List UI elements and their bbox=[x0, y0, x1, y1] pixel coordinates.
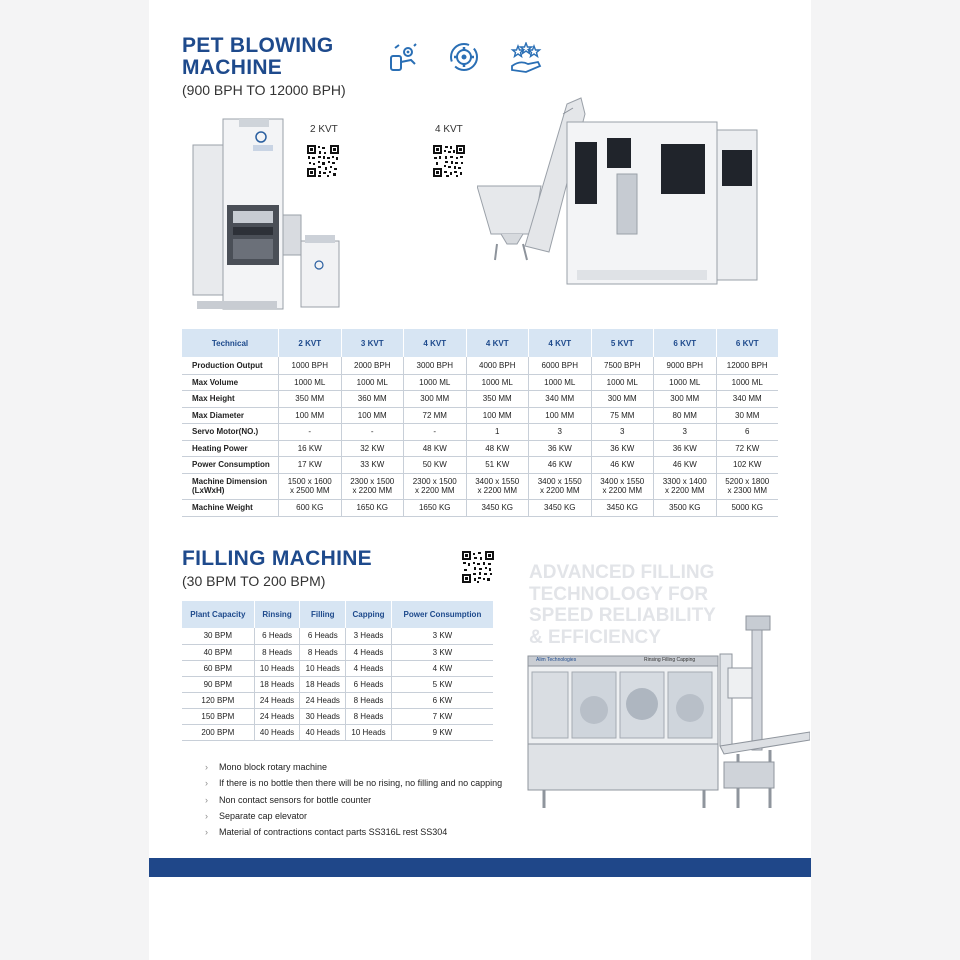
qr-code-4kvt-icon[interactable] bbox=[432, 144, 466, 178]
pet-table-cell: 5000 KG bbox=[716, 499, 778, 516]
chevron-right-icon: › bbox=[205, 810, 208, 821]
pet-table-cell: 36 KW bbox=[654, 440, 717, 456]
filling-table-cell: 3 Heads bbox=[346, 628, 392, 644]
filling-table-cell: 40 BPM bbox=[182, 644, 254, 660]
pet-table-cell: 1000 BPH bbox=[279, 357, 342, 374]
pet-table-cell: 3000 BPH bbox=[404, 357, 467, 374]
filling-table-cell: 30 Heads bbox=[300, 708, 346, 724]
pet-table-cell: 3 bbox=[591, 423, 654, 440]
pet-table-cell: 1650 KG bbox=[404, 499, 467, 516]
stars-hand-icon bbox=[510, 42, 542, 74]
machine-brand: Alim Technologies bbox=[536, 657, 577, 663]
pet-row-label: Machine Weight bbox=[182, 499, 279, 516]
pet-row-label: Max Volume bbox=[182, 374, 279, 390]
pet-row-label: Max Height bbox=[182, 390, 279, 407]
filling-table-row bbox=[182, 644, 493, 660]
pet-table-cell: 340 MM bbox=[529, 390, 592, 407]
filling-table-cell: 8 Heads bbox=[346, 692, 392, 708]
filling-table-cell: 9 KW bbox=[391, 724, 493, 740]
filling-table-cell: 4 KW bbox=[391, 660, 493, 676]
qr-label-4kvt: 4 KVT bbox=[435, 124, 463, 135]
feature-list-item bbox=[205, 827, 447, 837]
settings-hand-icon bbox=[387, 42, 419, 74]
pet-blowing-machine-4kvt-image bbox=[477, 74, 767, 304]
filling-header-cell: Filling bbox=[300, 601, 346, 628]
pet-table-cell: 3450 KG bbox=[591, 499, 654, 516]
pet-row-label: Machine Dimension (LxWxH) bbox=[182, 473, 279, 499]
pet-header-cell: 4 KVT bbox=[466, 329, 529, 357]
feature-list-item bbox=[205, 778, 502, 788]
pet-table-row bbox=[182, 357, 778, 374]
pet-table-cell: 340 MM bbox=[716, 390, 778, 407]
pet-table-cell: 50 KW bbox=[404, 456, 467, 473]
pet-table-cell: 300 MM bbox=[404, 390, 467, 407]
filling-subtitle: (30 BPM TO 200 BPM) bbox=[182, 573, 326, 589]
pet-table-cell: 51 KW bbox=[466, 456, 529, 473]
pet-table-cell: 3400 x 1550 x 2200 MM bbox=[591, 473, 654, 499]
filling-table-body bbox=[182, 628, 493, 740]
machine-sign: Rinsing Filling Capping bbox=[644, 657, 696, 663]
filling-header-cell: Plant Capacity bbox=[182, 601, 254, 628]
pet-table-cell: 3 bbox=[529, 423, 592, 440]
pet-table-cell: 36 KW bbox=[529, 440, 592, 456]
pet-table-cell: 46 KW bbox=[529, 456, 592, 473]
pet-table-header-row bbox=[182, 329, 778, 357]
pet-table-cell: 360 MM bbox=[341, 390, 404, 407]
pet-table-cell: 1000 ML bbox=[279, 374, 342, 390]
pet-table-cell: 46 KW bbox=[654, 456, 717, 473]
filling-machine-image bbox=[524, 612, 810, 822]
pet-table-row bbox=[182, 456, 778, 473]
pet-table-cell: 300 MM bbox=[591, 390, 654, 407]
filling-specs-table bbox=[182, 601, 493, 741]
pet-table-cell: 3300 x 1400 x 2200 MM bbox=[654, 473, 717, 499]
pet-table-cell: 100 MM bbox=[466, 407, 529, 423]
filling-title: FILLING MACHINE bbox=[182, 547, 372, 570]
pet-table-cell: 36 KW bbox=[591, 440, 654, 456]
filling-table-cell: 6 Heads bbox=[300, 628, 346, 644]
filling-table-cell: 40 Heads bbox=[300, 724, 346, 740]
filling-table-cell: 4 Heads bbox=[346, 660, 392, 676]
pet-table-cell: 80 MM bbox=[654, 407, 717, 423]
pet-row-label: Heating Power bbox=[182, 440, 279, 456]
filling-table-cell: 7 KW bbox=[391, 708, 493, 724]
pet-header-cell: 4 KVT bbox=[404, 329, 467, 357]
filling-table-cell: 6 Heads bbox=[254, 628, 300, 644]
filling-header-cell: Power Consumption bbox=[391, 601, 493, 628]
feature-list-item bbox=[205, 762, 327, 772]
filling-table-cell: 200 BPM bbox=[182, 724, 254, 740]
pet-table-cell: 1000 ML bbox=[529, 374, 592, 390]
pet-table-cell: - bbox=[404, 423, 467, 440]
pet-table-cell: 32 KW bbox=[341, 440, 404, 456]
pet-table-cell: 46 KW bbox=[591, 456, 654, 473]
pet-table-cell: 1000 ML bbox=[341, 374, 404, 390]
pet-table-cell: 1650 KG bbox=[341, 499, 404, 516]
filling-table-cell: 150 BPM bbox=[182, 708, 254, 724]
chevron-right-icon: › bbox=[205, 827, 208, 838]
pet-table-cell: 72 KW bbox=[716, 440, 778, 456]
pet-table-cell: 7500 BPH bbox=[591, 357, 654, 374]
pet-header-cell: Technical bbox=[182, 329, 279, 357]
pet-title-line2: MACHINE bbox=[182, 56, 283, 79]
watermark-line: ADVANCED FILLING bbox=[529, 562, 715, 583]
pet-table-cell: 2300 x 1500 x 2200 MM bbox=[404, 473, 467, 499]
pet-table-cell: 350 MM bbox=[279, 390, 342, 407]
filling-table-cell: 18 Heads bbox=[254, 676, 300, 692]
filling-table-cell: 5 KW bbox=[391, 676, 493, 692]
pet-row-label: Max Diameter bbox=[182, 407, 279, 423]
filling-table-cell: 10 Heads bbox=[254, 660, 300, 676]
watermark-line: & EFFICIENCY bbox=[529, 626, 661, 648]
pet-table-cell: 17 KW bbox=[279, 456, 342, 473]
filling-table-cell: 3 KW bbox=[391, 628, 493, 644]
chevron-right-icon: › bbox=[205, 778, 208, 789]
chevron-right-icon: › bbox=[205, 762, 208, 772]
watermark-line: SPEED RELIABILITY bbox=[529, 605, 716, 626]
qr-label-2kvt: 2 KVT bbox=[310, 124, 338, 135]
pet-table-cell: 12000 BPH bbox=[716, 357, 778, 374]
pet-table-cell: 3450 KG bbox=[466, 499, 529, 516]
pet-table-cell: - bbox=[279, 423, 342, 440]
pet-title-line1: PET BLOWING bbox=[182, 34, 334, 57]
pet-table-cell: 3450 KG bbox=[529, 499, 592, 516]
filling-table-row bbox=[182, 692, 493, 708]
filling-table-cell: 24 Heads bbox=[300, 692, 346, 708]
filling-table-cell: 40 Heads bbox=[254, 724, 300, 740]
filling-table-row bbox=[182, 708, 493, 724]
filling-table-cell: 8 Heads bbox=[346, 708, 392, 724]
pet-table-cell: 5200 x 1800 x 2300 MM bbox=[716, 473, 778, 499]
filling-table-header-row bbox=[182, 601, 493, 628]
pet-table-cell: 3400 x 1550 x 2200 MM bbox=[466, 473, 529, 499]
feature-text: Non contact sensors for bottle counter bbox=[219, 794, 372, 805]
pet-table-row bbox=[182, 473, 778, 499]
pet-table-cell: 75 MM bbox=[591, 407, 654, 423]
qr-code-2kvt-icon[interactable] bbox=[306, 144, 340, 178]
filling-table-row bbox=[182, 660, 493, 676]
pet-table-cell: 100 MM bbox=[529, 407, 592, 423]
filling-table-row bbox=[182, 676, 493, 692]
feature-text: Mono block rotary machine bbox=[219, 762, 328, 772]
pet-table-row bbox=[182, 440, 778, 456]
pet-table-row bbox=[182, 374, 778, 390]
pet-table-cell: 33 KW bbox=[341, 456, 404, 473]
qr-code-filling-icon[interactable] bbox=[461, 550, 495, 584]
filling-table-cell: 120 BPM bbox=[182, 692, 254, 708]
feature-text: Material of contractions contact parts SS316L rest SS304 bbox=[219, 827, 448, 838]
pet-header-cell: 3 KVT bbox=[341, 329, 404, 357]
pet-table-cell: 4000 BPH bbox=[466, 357, 529, 374]
filling-table-cell: 6 Heads bbox=[346, 676, 392, 692]
pet-table-cell: 1500 x 1600 x 2500 MM bbox=[279, 473, 342, 499]
pet-table-cell: 100 MM bbox=[279, 407, 342, 423]
pet-title bbox=[182, 35, 333, 79]
filling-table-cell: 24 Heads bbox=[254, 708, 300, 724]
pet-table-cell: 1000 ML bbox=[404, 374, 467, 390]
pet-table-cell: 6000 BPH bbox=[529, 357, 592, 374]
pet-header-cell: 6 KVT bbox=[716, 329, 778, 357]
pet-table-cell: - bbox=[341, 423, 404, 440]
filling-table-row bbox=[182, 628, 493, 644]
pet-table-cell: 1000 ML bbox=[654, 374, 717, 390]
pet-specs-table bbox=[182, 329, 778, 517]
pet-table-body bbox=[182, 357, 778, 516]
filling-table-row bbox=[182, 724, 493, 740]
gear-cycle-icon bbox=[448, 41, 480, 73]
filling-table-cell: 90 BPM bbox=[182, 676, 254, 692]
filling-table-cell: 3 KW bbox=[391, 644, 493, 660]
pet-table-cell: 6 bbox=[716, 423, 778, 440]
pet-header-cell: 4 KVT bbox=[529, 329, 592, 357]
pet-table-cell: 3 bbox=[654, 423, 717, 440]
pet-table-cell: 16 KW bbox=[279, 440, 342, 456]
pet-table-cell: 1 bbox=[466, 423, 529, 440]
filling-table-cell: 60 BPM bbox=[182, 660, 254, 676]
pet-table-cell: 300 MM bbox=[654, 390, 717, 407]
pet-table-cell: 72 MM bbox=[404, 407, 467, 423]
feature-text: If there is no bottle then there will be no rising, no filling and no capping bbox=[219, 778, 503, 789]
pet-header-cell: 5 KVT bbox=[591, 329, 654, 357]
feature-list-item bbox=[205, 795, 371, 805]
pet-table-cell: 48 KW bbox=[466, 440, 529, 456]
pet-subtitle: (900 BPH TO 12000 BPH) bbox=[182, 82, 346, 98]
pet-header-cell: 6 KVT bbox=[654, 329, 717, 357]
pet-table-cell: 100 MM bbox=[341, 407, 404, 423]
brochure-page bbox=[149, 0, 811, 960]
pet-table-row bbox=[182, 390, 778, 407]
feature-text: Separate cap elevator bbox=[219, 810, 308, 821]
filling-table-cell: 8 Heads bbox=[254, 644, 300, 660]
chevron-right-icon: › bbox=[205, 794, 208, 805]
watermark-line: TECHNOLOGY FOR bbox=[529, 583, 709, 605]
footer-band bbox=[149, 858, 811, 877]
pet-table-cell: 2300 x 1500 x 2200 MM bbox=[341, 473, 404, 499]
pet-table-cell: 350 MM bbox=[466, 390, 529, 407]
filling-table-cell: 8 Heads bbox=[300, 644, 346, 660]
pet-table-cell: 1000 ML bbox=[716, 374, 778, 390]
pet-header-cell: 2 KVT bbox=[279, 329, 342, 357]
filling-machine-drawing bbox=[524, 612, 810, 822]
pet-table-row bbox=[182, 423, 778, 440]
feature-list-item bbox=[205, 811, 307, 821]
pet-table-cell: 3400 x 1550 x 2200 MM bbox=[529, 473, 592, 499]
pet-table-cell: 1000 ML bbox=[466, 374, 529, 390]
filling-table-cell: 6 KW bbox=[391, 692, 493, 708]
pet-table-row bbox=[182, 407, 778, 423]
filling-header-cell: Capping bbox=[346, 601, 392, 628]
pet-table-cell: 1000 ML bbox=[591, 374, 654, 390]
pet-table-row bbox=[182, 499, 778, 516]
filling-table-cell: 4 Heads bbox=[346, 644, 392, 660]
pet-table-cell: 48 KW bbox=[404, 440, 467, 456]
filling-table-cell: 18 Heads bbox=[300, 676, 346, 692]
pet-table-cell: 30 MM bbox=[716, 407, 778, 423]
pet-row-label: Power Consumption bbox=[182, 456, 279, 473]
pet-table-cell: 2000 BPH bbox=[341, 357, 404, 374]
pet-table-cell: 9000 BPH bbox=[654, 357, 717, 374]
filling-table-cell: 24 Heads bbox=[254, 692, 300, 708]
filling-table-cell: 30 BPM bbox=[182, 628, 254, 644]
pet-table-cell: 600 KG bbox=[279, 499, 342, 516]
pet-row-label: Production Output bbox=[182, 357, 279, 374]
filling-header-cell: Rinsing bbox=[254, 601, 300, 628]
filling-table-cell: 10 Heads bbox=[346, 724, 392, 740]
filling-table-cell: 10 Heads bbox=[300, 660, 346, 676]
pet-table-cell: 3500 KG bbox=[654, 499, 717, 516]
pet-table-cell: 102 KW bbox=[716, 456, 778, 473]
pet-row-label: Servo Motor(NO.) bbox=[182, 423, 279, 440]
